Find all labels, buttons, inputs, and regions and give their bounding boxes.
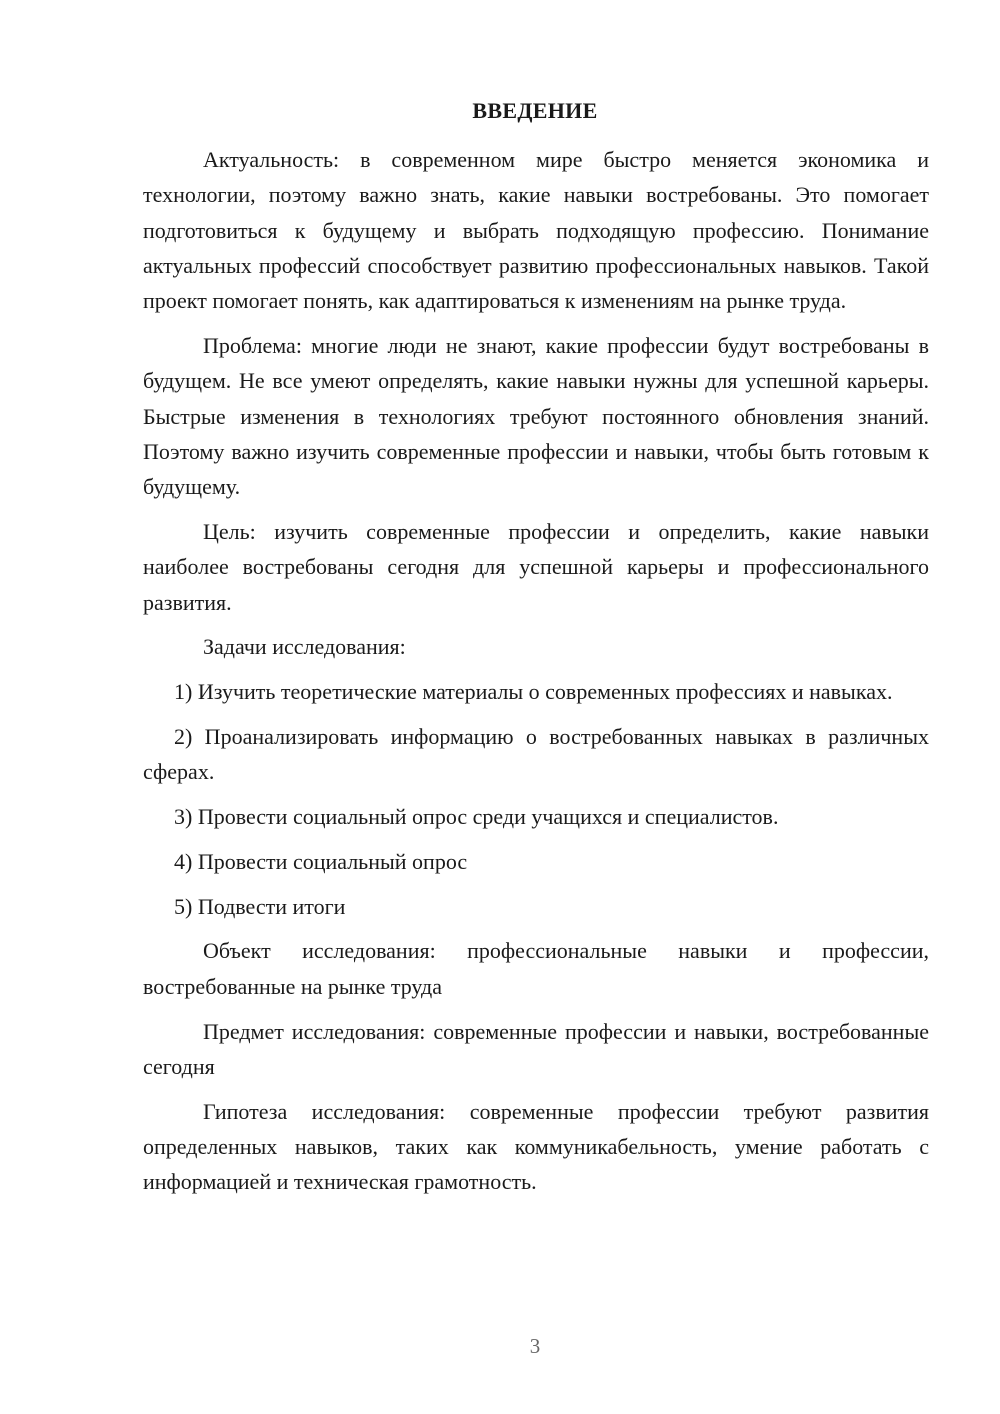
task-item-2: 2) Проанализировать информацию о востребованных навыках в различных сферах.	[143, 723, 929, 785]
page-number: 3	[529, 1334, 541, 1358]
paragraph-hypothesis: Гипотеза исследования: современные профессии требуют развития определенных навыков, таких как коммуникабельность, умение работать с информацией и техническая грамотность.	[143, 1098, 929, 1195]
task-item-3: 3) Провести социальный опрос среди учащихся и специалистов.	[174, 804, 779, 830]
task-item-1: 1) Изучить теоретические материалы о современных профессиях и навыках.	[174, 679, 893, 705]
paragraph-object: Объект исследования: профессиональные навыки и профессии, востребованные на рынке труда	[143, 938, 929, 999]
document-body	[143, 142, 929, 1209]
paragraph-relevance: Актуальность: в современном мире быстро меняется экономика и технологии, поэтому важно знать, какие навыки востребованы. Это помогает подготовиться к будущему и выбрать подходящую профессию. Понимание актуальных профессий способствует развитию профессиональных навыков. Такой проект помогает понять, как адаптироваться к изменениям на рынке труда.	[143, 147, 929, 314]
paragraph-tasks-heading: Задачи исследования:	[203, 634, 406, 660]
paragraph-problem: Проблема: многие люди не знают, какие профессии будут востребованы в будущем. Не все умеют определять, какие навыки нужны для успешной карьеры. Быстрые изменения в технологиях требуют постоянного обновления знаний. Поэтому важно изучить современные профессии и навыки, чтобы быть готовым к будущему.	[143, 332, 929, 500]
task-item-4: 4) Провести социальный опрос	[174, 848, 468, 874]
paragraph-goal: Цель: изучить современные профессии и определить, какие навыки наиболее востребованы сегодня для успешной карьеры и профессионального развития.	[143, 518, 929, 615]
task-item-5: 5) Подвести итоги	[174, 893, 346, 919]
paragraph-subject: Предмет исследования: современные профессии и навыки, востребованные сегодня	[143, 1018, 929, 1079]
page-title: ВВЕДЕНИЕ	[472, 98, 598, 123]
